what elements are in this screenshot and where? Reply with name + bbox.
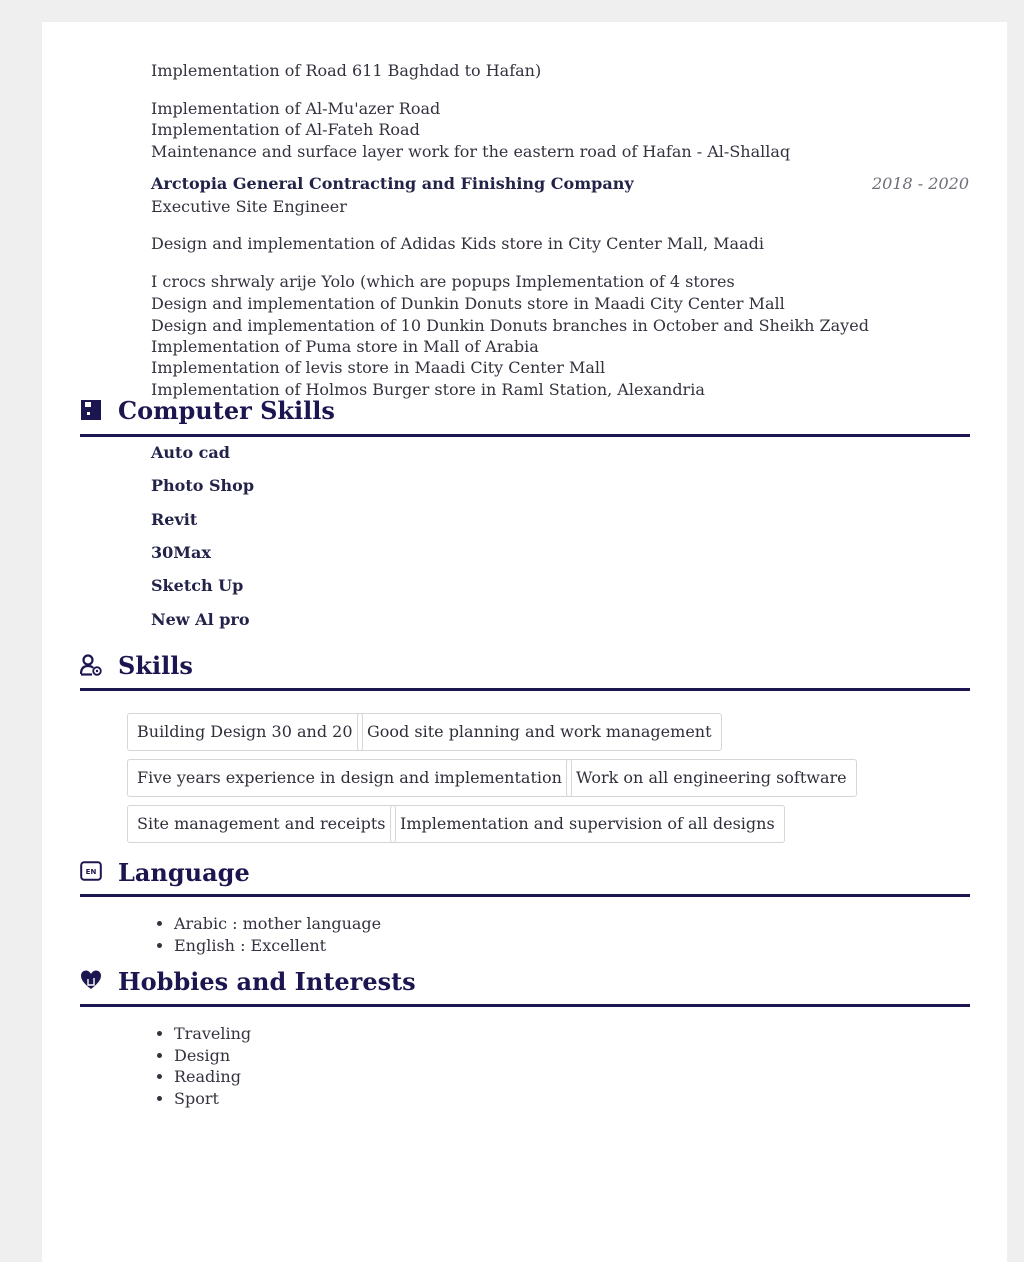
user-gear-icon [80, 654, 102, 676]
hobby-item: • Reading [174, 1066, 251, 1088]
project-line: Implementation of Road 611 Baghdad to Hafan) [151, 61, 542, 80]
hobby-item: • Sport [174, 1088, 251, 1110]
section-divider [80, 894, 970, 897]
section-divider [80, 1004, 970, 1007]
project-line: Implementation of Al-Fateh Road [151, 120, 420, 139]
section-title: Skills [118, 651, 193, 680]
project-line: Maintenance and surface layer work for the eastern road of Hafan - Al-Shallaq [151, 142, 791, 161]
project-line: Implementation of Holmos Burger store in Raml Station, Alexandria [151, 380, 705, 399]
section-title: Hobbies and Interests [118, 967, 416, 996]
language-icon-text: EN [85, 868, 97, 876]
employment-dates: 2018 - 2020 [871, 174, 969, 193]
language-item: • English : Excellent [174, 935, 381, 957]
floppy-disk-icon [80, 399, 102, 421]
heart-hand-icon [80, 969, 102, 991]
computer-skill-item: Sketch Up [151, 576, 244, 595]
project-line: Design and implementation of Adidas Kids store in City Center Mall, Maadi [151, 234, 764, 253]
language-item: • Arabic : mother language [174, 913, 381, 935]
project-line: Implementation of levis store in Maadi City Center Mall [151, 358, 606, 377]
computer-skill-item: Revit [151, 510, 198, 529]
job-role: Executive Site Engineer [151, 197, 347, 216]
section-title: Computer Skills [118, 396, 335, 425]
project-line: Design and implementation of 10 Dunkin Donuts branches in October and Sheikh Zayed [151, 316, 869, 335]
skill-tag: Implementation and supervision of all designs [390, 805, 785, 843]
computer-skill-item: New Al pro [151, 610, 250, 629]
skill-tag: Good site planning and work management [357, 713, 722, 751]
skill-tag: Site management and receipts [127, 805, 396, 843]
hobbies-list [150, 1023, 251, 1109]
project-line: I crocs shrwaly arije Yolo (which are popups Implementation of 4 stores [151, 272, 735, 291]
language-en-icon [80, 860, 102, 882]
language-list [150, 913, 381, 956]
resume-page [42, 22, 1007, 1262]
skill-tag: Five years experience in design and implementation [127, 759, 572, 797]
computer-skill-item: Photo Shop [151, 476, 255, 495]
section-divider [80, 434, 970, 437]
project-line: Design and implementation of Dunkin Donuts store in Maadi City Center Mall [151, 294, 785, 313]
skill-tag: Building Design 30 and 20 [127, 713, 363, 751]
section-divider [80, 688, 970, 691]
project-line: Implementation of Puma store in Mall of Arabia [151, 337, 539, 356]
project-line: Implementation of Al-Mu'azer Road [151, 99, 441, 118]
section-title: Language [118, 858, 250, 887]
computer-skill-item: Auto cad [151, 443, 230, 462]
hobby-item: • Design [174, 1045, 251, 1067]
computer-skill-item: 30Max [151, 543, 211, 562]
company-name: Arctopia General Contracting and Finishing Company [151, 174, 634, 193]
hobby-item: • Traveling [174, 1023, 251, 1045]
skill-tag: Work on all engineering software [566, 759, 857, 797]
